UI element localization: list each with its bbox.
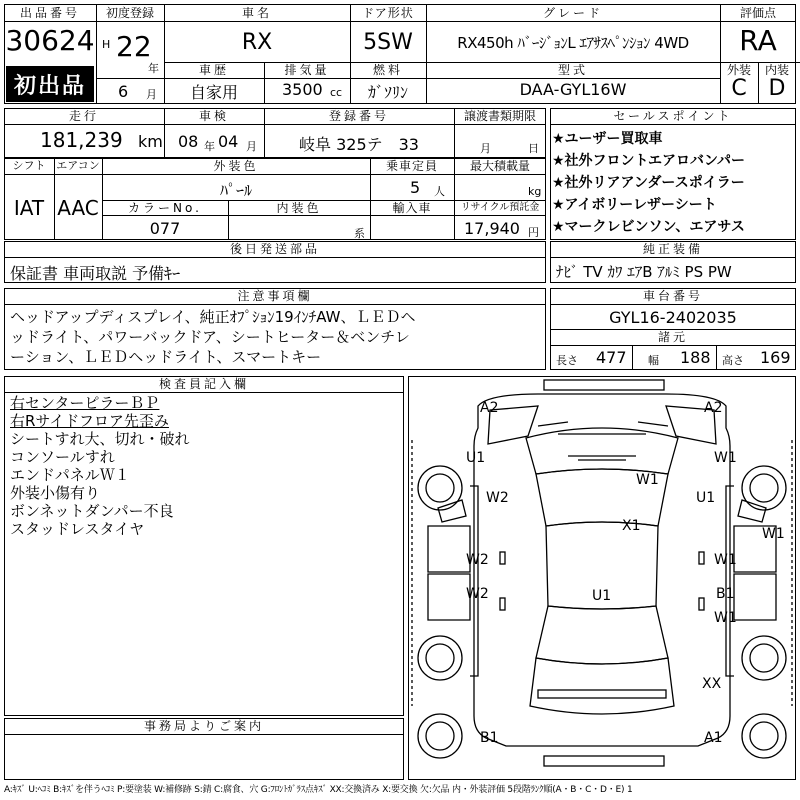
notes-label: 注意事項欄 [237,289,313,303]
inspection-year: 08 [178,132,199,151]
inspector-label: 検査員記入欄 [158,377,249,391]
door-type: 5SW [363,30,413,55]
height-label: 高さ [722,354,744,367]
legend: A:ｷｽﾞ U:ﾍｺﾐ B:ｷｽﾞを伴うﾍｺﾐ P:要塗装 W:補修跡 S:錆 C:腐食、穴 G:ﾌﾛﾝﾄｶﾞﾗｽ点ｷｽﾞ XX:交換済み X:要交換 欠:欠品 内・外装評価 5段階ﾗﾝｸ順(A・B・C・D・E) 1 [4,785,633,795]
inspector-line: スタッドレスタイヤ [10,520,145,538]
rear-left-wheel [418,636,462,680]
fuel: ｶﾞｿﾘﾝ [367,83,408,102]
left-mirror [438,500,466,522]
length: 477 [596,348,627,367]
int-label: 内装 [764,63,789,77]
exterior-grade: C [731,76,747,101]
left-front-door [428,526,470,572]
door-label: ドア形状 [362,6,414,20]
note-line: ッドライト、パワーバックドア、シートヒーター＆ベンチレ [10,328,410,346]
mark-a2-left: A2 [480,400,499,416]
displacement-unit: cc [330,86,343,99]
rating: RA [739,24,777,57]
year-unit: 年 [148,62,159,75]
later-parts-value: 保証書 車両取説 予備ｷｰ [10,264,181,283]
hood [526,428,678,474]
right-rear-door [734,574,776,620]
exterior-color: ﾊﾟｰﾙ [219,181,252,200]
first-reg-label: 初度登録 [105,6,154,20]
int-color-unit: 系 [354,227,365,240]
capacity: 5 [410,178,421,197]
width-label: 幅 [648,354,659,367]
mark-w1-right-door: W1 [714,552,737,568]
inspector-line: コンソールすれ [10,448,115,466]
grade: RX450h ﾊﾞｰｼﾞｮﾝL ｴｱｻｽﾍﾟﾝｼｮﾝ 4WD [457,34,689,52]
chassis-label: 車台番号 [642,289,703,303]
inspector-line: 右Rサイドフロア先歪み [10,412,169,430]
inspection-year-unit: 年 [204,140,215,153]
rating-label: 評価点 [739,6,776,20]
car-name-label: 車名 [241,6,272,20]
mark-w1-right-rear: W1 [714,610,737,626]
history-label: 車歴 [198,63,229,77]
width: 188 [680,348,711,367]
mark-w1-right-top: W1 [714,450,737,466]
capacity-unit: 人 [434,185,445,198]
mark-b1-right: B1 [716,586,735,602]
mark-u1-right: U1 [696,490,716,506]
inspector-line: シートすれ大、切れ・破れ [10,430,190,448]
max-load-unit: kg [528,185,542,198]
dims-label: 諸元 [657,330,688,344]
ac-label: エアコン [56,159,100,172]
lot-number: 30624 [5,24,95,57]
shift: IAT [13,196,45,220]
inspector-line: 外装小傷有り [10,484,101,502]
registration-number: 岐阜 325テ 33 [299,135,419,154]
front-left-wheel [418,466,462,510]
mark-a2-right: A2 [704,400,723,416]
mark-b1-bottom: B1 [480,730,499,746]
front-bumper-shape [544,380,664,390]
mark-xx-right: XX [702,676,722,692]
sales-point: ★アイボリーレザーシート [552,197,717,213]
fuel-label: 燃料 [372,63,403,77]
mark-w2-left-door: W2 [466,552,489,568]
ext-label: 外装 [726,63,751,77]
sales-points-list [552,128,796,238]
inspector-line: エンドパネルＷ１ [10,466,130,484]
color-no-label: カラーNo. [128,201,202,215]
rear-window [536,606,668,664]
spare-wheel-right [742,714,786,758]
capacity-label: 乗車定員 [385,159,438,173]
left-rear-door [428,574,470,620]
displacement: 3500 [282,80,323,99]
aircon: AAC [57,196,99,220]
inspector-notes [10,394,400,538]
mark-u1-left: U1 [466,450,486,466]
mark-u1-roof: U1 [592,588,612,604]
mark-x1-center: X1 [622,518,641,534]
office-label: 事務局よりご案内 [143,719,264,733]
inspection-label: 車検 [198,109,229,123]
sales-point: ★社外リアアンダースポイラー [552,175,745,191]
length-label: 長さ [556,354,578,367]
transfer-month-unit: 月 [480,142,491,155]
mileage-unit: km [138,132,163,151]
tailgate [530,658,674,714]
equipment-label: 純正装備 [642,242,703,256]
first-reg-year: 22 [116,30,152,63]
max-load-label: 最大積載量 [469,159,530,173]
sales-point: ★社外フロントエアロバンパー [552,153,746,169]
model-code: DAA-GYL16W [519,80,627,99]
spare-wheel-left [418,714,462,758]
mark-w2-left: W2 [486,490,509,506]
rear-right-wheel [742,636,786,680]
first-reg-month: 6 [118,82,129,101]
ext-color-label: 外装色 [213,159,259,173]
note-line: ーション、ＬＥＤヘッドライト、スマートキー [10,348,322,366]
inspection-month-unit: 月 [246,140,257,153]
rear-bumper-shape [544,756,664,766]
int-color-label: 内装色 [276,201,322,215]
notes-text [10,307,540,367]
mark-w1-hood: W1 [636,472,659,488]
import-label: 輸入車 [392,201,432,215]
car-diagram-svg [408,376,796,780]
transfer-day-unit: 日 [528,142,539,155]
grade-label: グレード [542,6,603,20]
inspector-line: ボンネットダンパー不良 [10,502,174,520]
first-listing-label: 初出品 [13,74,86,99]
color-number: 077 [149,219,181,238]
right-mirror [738,500,766,522]
recycle-label: リサイクル預託金 [460,202,540,213]
car-name: RX [241,30,273,55]
rear-light-bar [538,690,666,698]
front-right-wheel [742,466,786,510]
height: 169 [760,348,791,367]
mark-a1-bottom: A1 [704,730,723,746]
inspector-line: 右センターピラーＢＰ [10,394,160,412]
model-label: 型式 [557,63,588,77]
body-outline [474,394,730,746]
mark-w1-right-side: W1 [762,526,785,542]
later-parts-label: 後日発送部品 [229,242,320,256]
chassis-number: GYL16-2402035 [609,308,737,327]
sales-points-label: セールスポイント [613,109,733,123]
month-unit: 月 [146,88,157,101]
registration-label: 登録番号 [328,109,389,123]
mileage-label: 走行 [68,109,99,123]
lot-no-label: 出品番号 [19,6,80,20]
inspection-month: 04 [218,132,239,151]
shift-label: シフト [12,159,46,172]
sales-point: ★ユーザー買取車 [552,131,663,147]
mileage: 181,239 [40,128,123,152]
mark-w2-left-rear: W2 [466,586,489,602]
interior-grade: D [768,76,786,101]
era: H [102,38,111,51]
note-line: ヘッドアップディスプレイ、純正ｵﾌﾟｼｮﾝ19ｲﾝﾁAW、ＬＥＤヘ [10,308,416,326]
displacement-label: 排気量 [284,63,330,77]
equipment-value: ﾅﾋﾞ TV ｶﾜ ｴｱB ｱﾙﾐ PS PW [556,263,732,281]
sales-point: ★マークレビンソン、エアサス [552,219,745,235]
history: 自家用 [189,83,238,102]
recycle-deposit: 17,940 [464,219,520,238]
recycle-unit: 円 [528,226,539,239]
transfer-deadline-label: 譲渡書類期限 [463,109,536,123]
